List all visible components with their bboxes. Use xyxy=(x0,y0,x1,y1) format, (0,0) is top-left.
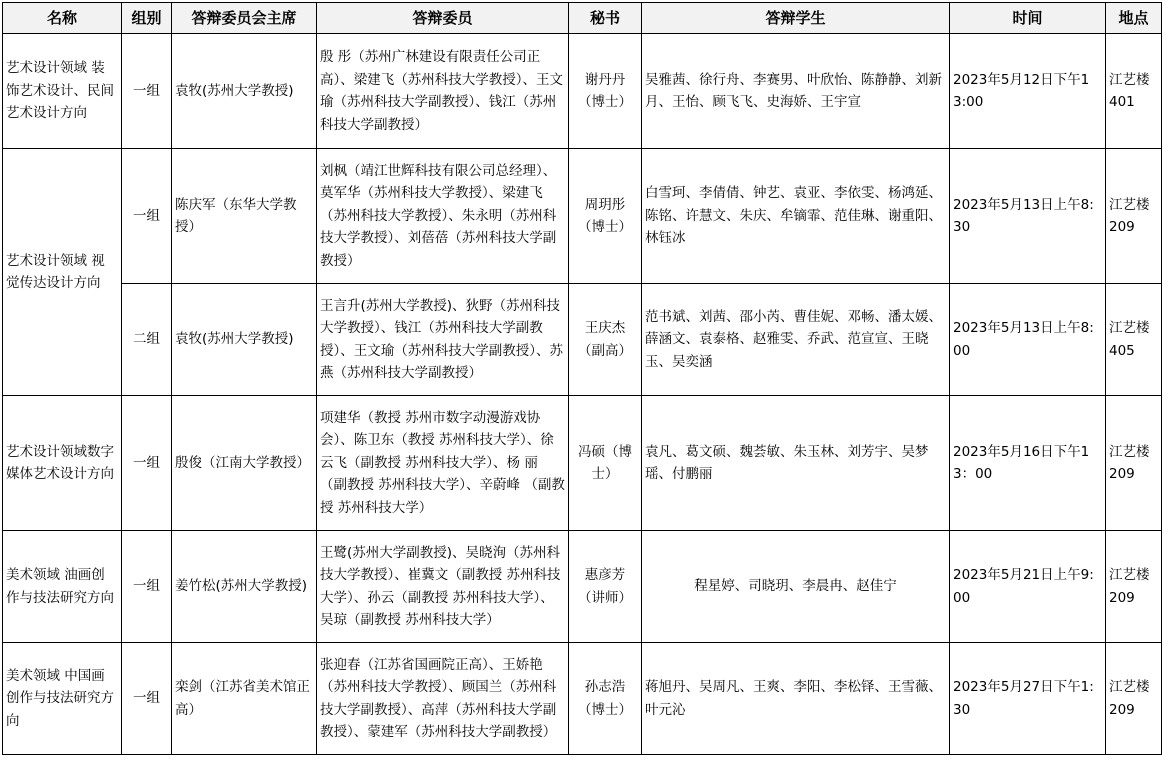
group-cell: 一组 xyxy=(122,34,172,149)
direction-name: 艺术设计领域 视觉传达设计方向 xyxy=(3,149,122,396)
group-cell: 一组 xyxy=(122,531,172,643)
time-cell: 2023年5月13日上午8:30 xyxy=(950,149,1106,284)
header-secretary: 秘书 xyxy=(569,3,642,34)
chair-cell: 陈庆军（东华大学教授） xyxy=(172,149,317,284)
chair-cell: 殷俊（江南大学教授） xyxy=(172,396,317,531)
students-cell: 范书斌、刘茜、邵小芮、曹佳妮、邓畅、潘太媛、薛涵文、袁泰格、赵雅雯、乔武、范宣宣、王晓玉、吴奕涵 xyxy=(642,284,950,396)
header-members: 答辩委员 xyxy=(317,3,569,34)
defense-schedule-table xyxy=(2,2,1162,755)
secretary-cell: 孙志浩（博士） xyxy=(569,643,642,755)
place-cell: 江艺楼401 xyxy=(1106,34,1162,149)
secretary-cell: 惠彦芳（讲师） xyxy=(569,531,642,643)
group-cell: 一组 xyxy=(122,149,172,284)
table-row xyxy=(3,531,1162,643)
students-cell: 白雪珂、李倩倩、钟艺、袁亚、李依雯、杨鸿延、陈铭、许慧文、朱庆、牟镝霏、范佳琳、谢重阳、林钰冰 xyxy=(642,149,950,284)
direction-name: 美术领域 油画创作与技法研究方向 xyxy=(3,531,122,643)
place-cell: 江艺楼209 xyxy=(1106,531,1162,643)
members-cell: 王鹭(苏州大学副教授)、吴晓洵（苏州科技大学教授）、崔冀文（副教授 苏州科技大学）、孙云（副教授 苏州科技大学）、吴琼（副教授 苏州科技大学） xyxy=(317,531,569,643)
place-cell: 江艺楼209 xyxy=(1106,643,1162,755)
students-cell: 程星婷、司晓玥、李晨冉、赵佳宁 xyxy=(642,531,950,643)
header-chair: 答辩委员会主席 xyxy=(172,3,317,34)
group-cell: 一组 xyxy=(122,643,172,755)
secretary-cell: 王庆杰（副高） xyxy=(569,284,642,396)
place-cell: 江艺楼405 xyxy=(1106,284,1162,396)
header-row xyxy=(3,3,1162,34)
chair-cell: 栾剑（江苏省美术馆正高） xyxy=(172,643,317,755)
direction-name: 美术领域 中国画创作与技法研究方向 xyxy=(3,643,122,755)
place-cell: 江艺楼209 xyxy=(1106,149,1162,284)
chair-cell: 袁牧(苏州大学教授) xyxy=(172,34,317,149)
time-cell: 2023年5月13日上午8:00 xyxy=(950,284,1106,396)
group-cell: 一组 xyxy=(122,396,172,531)
secretary-cell: 周玥彤（博士） xyxy=(569,149,642,284)
members-cell: 项建华（教授 苏州市数字动漫游戏协会）、陈卫东（教授 苏州科技大学）、徐云飞（副教授 苏州科技大学）、杨 丽 （副教授 苏州科技大学）、辛蔚峰 （副教授 苏州科技大学） xyxy=(317,396,569,531)
table-row xyxy=(3,396,1162,531)
group-cell: 二组 xyxy=(122,284,172,396)
members-cell: 殷 彤（苏州广林建设有限责任公司正高）、梁建飞（苏州科技大学教授）、王文瑜（苏州科技大学副教授）、钱江（苏州科技大学副教授） xyxy=(317,34,569,149)
header-name: 名称 xyxy=(3,3,122,34)
header-group: 组别 xyxy=(122,3,172,34)
header-students: 答辩学生 xyxy=(642,3,950,34)
secretary-cell: 谢丹丹（博士） xyxy=(569,34,642,149)
secretary-cell: 冯硕（博士） xyxy=(569,396,642,531)
direction-name: 艺术设计领域 装饰艺术设计、民间艺术设计方向 xyxy=(3,34,122,149)
members-cell: 张迎春（江苏省国画院正高）、王娇艳（苏州科技大学教授）、顾国兰（苏州科技大学副教授）、高萍（苏州科技大学副教授）、蒙建军（苏州科技大学副教授） xyxy=(317,643,569,755)
chair-cell: 袁牧(苏州大学教授) xyxy=(172,284,317,396)
time-cell: 2023年5月27日下午1:30 xyxy=(950,643,1106,755)
time-cell: 2023年5月12日下午13:00 xyxy=(950,34,1106,149)
students-cell: 吴雅茜、徐行舟、李赛男、叶欣怡、陈静静、刘新月、王怡、顾飞飞、史海娇、王宇宣 xyxy=(642,34,950,149)
members-cell: 王言升(苏州大学教授)、狄野（苏州科技大学教授）、钱江（苏州科技大学副教授）、王文瑜（苏州科技大学副教授）、苏燕（苏州科技大学副教授） xyxy=(317,284,569,396)
header-time: 时间 xyxy=(950,3,1106,34)
table-row xyxy=(3,643,1162,755)
chair-cell: 姜竹松(苏州大学教授) xyxy=(172,531,317,643)
table-row xyxy=(3,149,1162,284)
time-cell: 2023年5月21日上午9:00 xyxy=(950,531,1106,643)
time-cell: 2023年5月16日下午13：00 xyxy=(950,396,1106,531)
members-cell: 刘枫（靖江世辉科技有限公司总经理）、莫军华（苏州科技大学教授）、梁建飞（苏州科技大学教授）、朱永明（苏州科技大学教授）、刘蓓蓓（苏州科技大学副教授） xyxy=(317,149,569,284)
table-row xyxy=(3,284,1162,396)
direction-name: 艺术设计领域数字媒体艺术设计方向 xyxy=(3,396,122,531)
header-place: 地点 xyxy=(1106,3,1162,34)
students-cell: 袁凡、葛文硕、魏荟敏、朱玉林、刘芳宇、吴梦瑶、付鹏丽 xyxy=(642,396,950,531)
place-cell: 江艺楼209 xyxy=(1106,396,1162,531)
table-row xyxy=(3,34,1162,149)
students-cell: 蒋旭丹、吴周凡、王爽、李阳、李松铎、王雪薇、叶元沁 xyxy=(642,643,950,755)
